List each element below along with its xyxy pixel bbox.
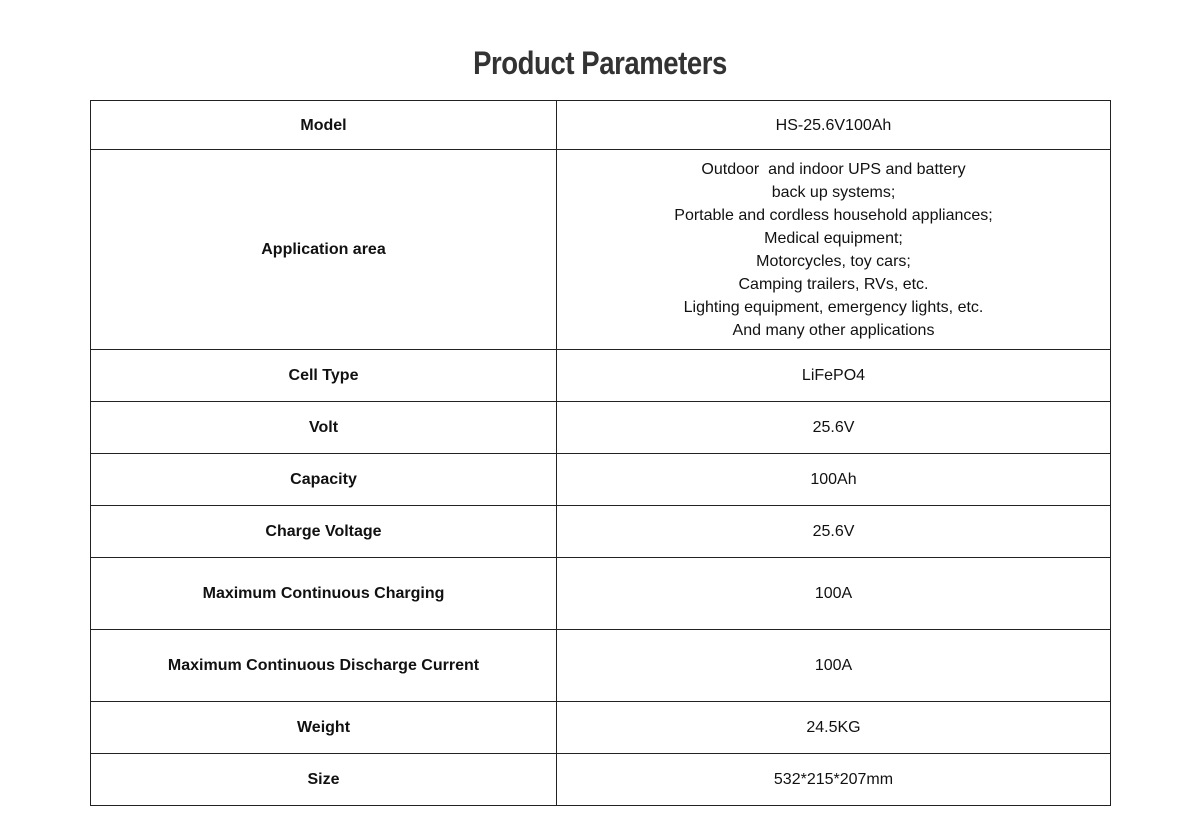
row-label: Volt bbox=[91, 402, 557, 454]
table-row-max-continuous-charging bbox=[91, 558, 1111, 630]
row-value bbox=[557, 454, 1111, 506]
value-line: 100Ah bbox=[810, 471, 857, 488]
row-label: Maximum Continuous Charging bbox=[91, 558, 557, 630]
value-line: 532*215*207mm bbox=[773, 771, 894, 788]
row-label: Application area bbox=[91, 150, 557, 350]
row-value bbox=[557, 630, 1111, 702]
table-row-volt bbox=[91, 402, 1111, 454]
table-row-max-continuous-discharge bbox=[91, 630, 1111, 702]
value-line: 100A bbox=[814, 657, 853, 674]
value-line: Motorcycles, toy cars; bbox=[756, 252, 911, 270]
page-title: Product Parameters bbox=[473, 45, 727, 81]
row-label: Capacity bbox=[91, 454, 557, 506]
row-label: Weight bbox=[91, 702, 557, 754]
row-value bbox=[557, 350, 1111, 402]
row-label: Maximum Continuous Discharge Current bbox=[91, 630, 557, 702]
table-row-model bbox=[91, 101, 1111, 150]
value-line: Medical equipment; bbox=[764, 229, 903, 247]
value-line: Lighting equipment, emergency lights, etc. bbox=[683, 298, 984, 316]
table-row-application-area bbox=[91, 150, 1111, 350]
value-line: 100A bbox=[814, 585, 853, 602]
table-row-charge-voltage bbox=[91, 506, 1111, 558]
row-value bbox=[557, 402, 1111, 454]
row-label: Charge Voltage bbox=[91, 506, 557, 558]
table-row-size bbox=[91, 754, 1111, 806]
value-line: Outdoor and indoor UPS and battery bbox=[701, 160, 966, 178]
row-value bbox=[557, 101, 1111, 150]
table-row-cell-type bbox=[91, 350, 1111, 402]
row-label: Model bbox=[91, 101, 557, 150]
row-value bbox=[557, 558, 1111, 630]
row-label: Cell Type bbox=[91, 350, 557, 402]
value-line: 25.6V bbox=[812, 523, 855, 540]
row-label: Size bbox=[91, 754, 557, 806]
value-line: 24.5KG bbox=[806, 719, 861, 736]
value-line: HS-25.6V100Ah bbox=[775, 116, 892, 134]
value-line: Camping trailers, RVs, etc. bbox=[738, 275, 929, 293]
value-line: Portable and cordless household appliances; bbox=[674, 206, 993, 224]
value-line: back up systems; bbox=[771, 183, 896, 201]
value-line: 25.6V bbox=[812, 419, 855, 436]
row-value bbox=[557, 506, 1111, 558]
table-row-capacity bbox=[91, 454, 1111, 506]
value-line: And many other applications bbox=[732, 321, 935, 339]
row-value bbox=[557, 702, 1111, 754]
row-value bbox=[557, 754, 1111, 806]
value-line: LiFePO4 bbox=[801, 367, 866, 384]
table-row-weight bbox=[91, 702, 1111, 754]
row-value bbox=[557, 150, 1111, 350]
parameters-table bbox=[90, 100, 1111, 806]
